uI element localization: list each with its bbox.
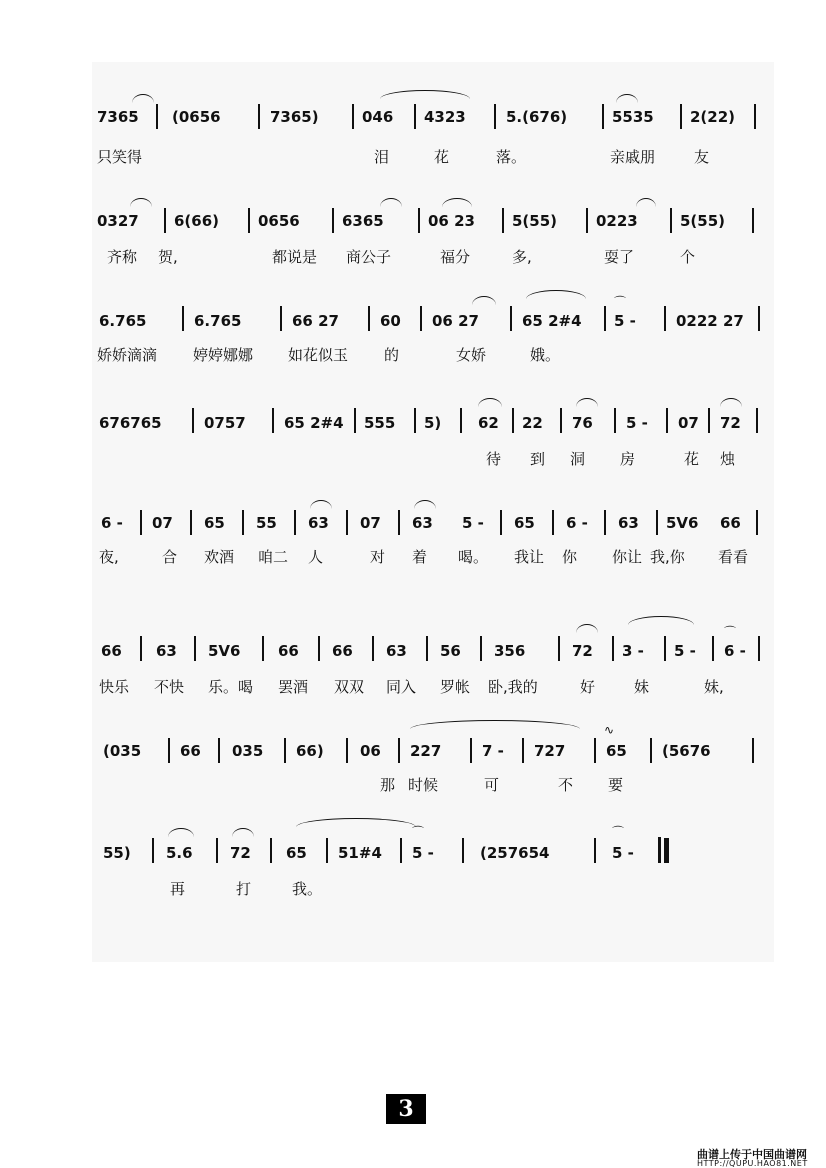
bar-line: [140, 636, 142, 661]
bar-line: [272, 408, 274, 433]
bar-line: [352, 104, 354, 129]
note-group: 06: [360, 742, 381, 760]
page-number: 3: [386, 1094, 426, 1124]
lyric: 到: [530, 450, 546, 468]
note-group: 6365: [342, 212, 384, 230]
note-group: 5 -: [412, 844, 434, 862]
note-group: 62: [478, 414, 499, 432]
bar-line: [552, 510, 554, 535]
lyric: 乐。喝: [208, 678, 254, 696]
note-group: 5V6: [208, 642, 241, 660]
note-group: 66): [296, 742, 324, 760]
note-group: 72: [720, 414, 741, 432]
note-group: 65: [204, 514, 225, 532]
bar-line: [614, 408, 616, 433]
lyric: 看看: [718, 548, 749, 566]
lyric: 多,: [512, 248, 532, 266]
bar-line: [332, 208, 334, 233]
note-group: 63: [618, 514, 639, 532]
lyric: 婷婷娜娜: [193, 346, 254, 364]
bar-line: [294, 510, 296, 535]
lyric: 我,你: [650, 548, 685, 566]
bar-line: [758, 636, 760, 661]
note-group: 6 -: [724, 642, 746, 660]
note-group: 0757: [204, 414, 246, 432]
watermark-url: HTTP://QUPU.HAO81.NET: [697, 1159, 808, 1168]
bar-line: [460, 408, 462, 433]
bar-line: [418, 208, 420, 233]
note-group: 5(55): [680, 212, 726, 230]
bar-line: [670, 208, 672, 233]
lyric: 不快: [154, 678, 185, 696]
bar-line: [262, 636, 264, 661]
lyric: 同入: [386, 678, 417, 696]
note-group: 0222 27: [676, 312, 744, 330]
lyric: 喝。: [458, 548, 489, 566]
lyric: 时候: [408, 776, 439, 794]
bar-line: [372, 636, 374, 661]
bar-line: [480, 636, 482, 661]
lyric: 着: [412, 548, 428, 566]
note-group: 5535: [612, 108, 654, 126]
lyric: 花: [684, 450, 700, 468]
bar-line: [650, 738, 652, 763]
lyric: 商公子: [346, 248, 392, 266]
lyric: 只笑得: [97, 148, 143, 166]
note-group: 63: [386, 642, 407, 660]
bar-line: [270, 838, 272, 863]
lyric: 好: [580, 678, 596, 696]
lyric: 亲戚朋: [610, 148, 656, 166]
bar-line: [752, 208, 754, 233]
lyric: 不: [558, 776, 574, 794]
lyric: 贺,: [158, 248, 178, 266]
bar-line: [494, 104, 496, 129]
note-group: 72: [230, 844, 251, 862]
lyric: 女娇: [456, 346, 487, 364]
lyric: 的: [384, 346, 400, 364]
note-group: 5 -: [462, 514, 484, 532]
lyric: 娇娇滴滴: [97, 346, 158, 364]
note-group: 66: [180, 742, 201, 760]
note-group: 66 27: [292, 312, 339, 330]
lyric: 福分: [440, 248, 471, 266]
bar-line: [426, 636, 428, 661]
lyric: 娥。: [530, 346, 561, 364]
lyric: 个: [680, 248, 696, 266]
bar-line: [258, 104, 260, 129]
lyric: 待: [486, 450, 502, 468]
bar-line: [248, 208, 250, 233]
note-group: 63: [308, 514, 329, 532]
lyric: 双双: [334, 678, 365, 696]
note-group: 2(22): [690, 108, 736, 126]
lyric: 房: [620, 450, 636, 468]
note-group: 5 -: [614, 312, 636, 330]
lyric: 再: [170, 880, 186, 898]
bar-line: [558, 636, 560, 661]
note-group: 65: [606, 742, 627, 760]
bar-line: [462, 838, 464, 863]
note-group: 07: [152, 514, 173, 532]
bar-line: [560, 408, 562, 433]
lyric: 妹: [634, 678, 650, 696]
note-group: 06 23: [428, 212, 475, 230]
note-group: 4323: [424, 108, 466, 126]
bar-line: [420, 306, 422, 331]
bar-line: [398, 510, 400, 535]
note-group: 7365: [97, 108, 139, 126]
bar-line: [354, 408, 356, 433]
note-group: (257654: [480, 844, 550, 862]
lyric: 落。: [496, 148, 527, 166]
lyric: 洞: [570, 450, 586, 468]
bar-line: [346, 510, 348, 535]
bar-line: [586, 208, 588, 233]
lyric: 如花似玉: [288, 346, 349, 364]
note-group: 0223: [596, 212, 638, 230]
note-group: 555: [364, 414, 396, 432]
bar-line: [756, 408, 758, 433]
lyric: 合: [162, 548, 178, 566]
bar-line: [470, 738, 472, 763]
note-group: 7365): [270, 108, 319, 126]
fermata-icon: ⌒: [614, 295, 627, 309]
note-group: (0656: [172, 108, 221, 126]
note-group: 66: [720, 514, 741, 532]
bar-line: [242, 510, 244, 535]
bar-line: [502, 208, 504, 233]
note-group: 06 27: [432, 312, 479, 330]
note-group: 6(66): [174, 212, 220, 230]
final-bar-line: [658, 837, 661, 863]
bar-line: [666, 408, 668, 433]
note-group: 6.765: [194, 312, 242, 330]
lyric: 要: [608, 776, 624, 794]
note-group: 5.6: [166, 844, 193, 862]
bar-line: [512, 408, 514, 433]
note-group: 6 -: [101, 514, 123, 532]
lyric: 罗帐: [440, 678, 471, 696]
lyric: 我。: [292, 880, 323, 898]
bar-line: [680, 104, 682, 129]
bar-line: [218, 738, 220, 763]
note-group: 22: [522, 414, 543, 432]
note-group: 07: [360, 514, 381, 532]
lyric: 快乐: [99, 678, 130, 696]
fermata-icon: ⌒: [724, 625, 737, 639]
bar-line: [280, 306, 282, 331]
note-group: 035: [232, 742, 264, 760]
note-group: 3 -: [622, 642, 644, 660]
note-group: 5): [424, 414, 442, 432]
note-group: 56: [440, 642, 461, 660]
bar-line: [156, 104, 158, 129]
watermark-text: 曲谱上传于中国曲谱网: [697, 1148, 807, 1161]
note-group: 6.765: [99, 312, 147, 330]
note-group: 5V6: [666, 514, 699, 532]
lyric: 打: [236, 880, 252, 898]
lyric: 我让: [514, 548, 545, 566]
note-group: 55): [103, 844, 131, 862]
bar-line: [346, 738, 348, 763]
bar-line: [752, 738, 754, 763]
bar-line: [152, 838, 154, 863]
bar-line: [284, 738, 286, 763]
bar-line: [414, 408, 416, 433]
mordent-icon: ∿: [604, 723, 615, 737]
note-group: 6 -: [566, 514, 588, 532]
lyric: 咱二: [258, 548, 289, 566]
note-group: 676765: [99, 414, 162, 432]
fermata-icon: ⌒: [612, 825, 625, 839]
note-group: 0656: [258, 212, 300, 230]
bar-line: [216, 838, 218, 863]
bar-line: [712, 636, 714, 661]
note-group: 72: [572, 642, 593, 660]
bar-line: [664, 306, 666, 331]
lyric: 人: [308, 548, 324, 566]
bar-line: [756, 510, 758, 535]
lyric: 齐称: [107, 248, 138, 266]
final-bar-line: [664, 838, 669, 863]
bar-line: [758, 306, 760, 331]
note-group: 65: [286, 844, 307, 862]
lyric: 花: [434, 148, 450, 166]
note-group: 65 2#4: [522, 312, 582, 330]
lyric: 烛: [720, 450, 736, 468]
bar-line: [414, 104, 416, 129]
bar-line: [604, 510, 606, 535]
lyric: 你: [562, 548, 578, 566]
note-group: 63: [156, 642, 177, 660]
lyric: 可: [484, 776, 500, 794]
note-group: (035: [103, 742, 142, 760]
note-group: 5 -: [674, 642, 696, 660]
bar-line: [168, 738, 170, 763]
note-group: 66: [332, 642, 353, 660]
note-group: 65: [514, 514, 535, 532]
bar-line: [708, 408, 710, 433]
note-group: (5676: [662, 742, 711, 760]
note-group: 7 -: [482, 742, 504, 760]
note-group: 5 -: [626, 414, 648, 432]
lyric: 那: [380, 776, 396, 794]
bar-line: [612, 636, 614, 661]
lyric: 妹,: [704, 678, 724, 696]
lyric: 耍了: [604, 248, 635, 266]
bar-line: [326, 838, 328, 863]
bar-line: [182, 306, 184, 331]
note-group: 07: [678, 414, 699, 432]
lyric: 泪: [374, 148, 390, 166]
bar-line: [500, 510, 502, 535]
lyric: 对: [370, 548, 386, 566]
lyric: 欢酒: [204, 548, 235, 566]
bar-line: [398, 738, 400, 763]
note-group: 65 2#4: [284, 414, 344, 432]
note-group: 5 -: [612, 844, 634, 862]
bar-line: [190, 510, 192, 535]
note-group: 0327: [97, 212, 139, 230]
lyric: 都说是: [272, 248, 318, 266]
note-group: 356: [494, 642, 526, 660]
bar-line: [164, 208, 166, 233]
bar-line: [656, 510, 658, 535]
bar-line: [604, 306, 606, 331]
lyric: 罢酒: [278, 678, 309, 696]
bar-line: [522, 738, 524, 763]
note-group: 046: [362, 108, 394, 126]
bar-line: [318, 636, 320, 661]
note-group: 63: [412, 514, 433, 532]
note-group: 66: [101, 642, 122, 660]
note-group: 60: [380, 312, 401, 330]
bar-line: [602, 104, 604, 129]
bar-line: [664, 636, 666, 661]
lyric: 友: [694, 148, 710, 166]
bar-line: [594, 738, 596, 763]
lyric: 夜,: [99, 548, 119, 566]
lyric: 卧,我的: [488, 678, 538, 696]
fermata-icon: ⌒: [412, 825, 425, 839]
note-group: 5.(676): [506, 108, 568, 126]
note-group: 727: [534, 742, 566, 760]
note-group: 55: [256, 514, 277, 532]
lyric: 你让: [612, 548, 643, 566]
bar-line: [400, 838, 402, 863]
note-group: 66: [278, 642, 299, 660]
bar-line: [754, 104, 756, 129]
note-group: 227: [410, 742, 442, 760]
bar-line: [594, 838, 596, 863]
bar-line: [192, 408, 194, 433]
bar-line: [368, 306, 370, 331]
score-panel: [92, 62, 774, 962]
note-group: 51#4: [338, 844, 382, 862]
bar-line: [510, 306, 512, 331]
note-group: 5(55): [512, 212, 558, 230]
bar-line: [140, 510, 142, 535]
bar-line: [194, 636, 196, 661]
note-group: 76: [572, 414, 593, 432]
